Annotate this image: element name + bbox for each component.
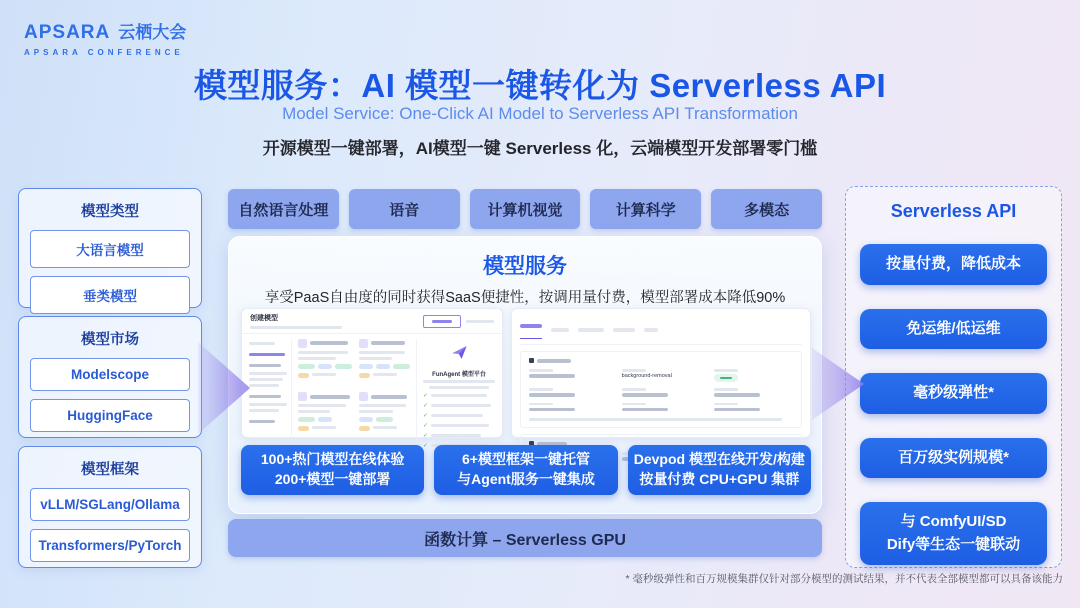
apsara-logo (24, 18, 186, 57)
console-screenshot-model-detail (511, 308, 811, 438)
framework-vllm-sglang-ollama: vLLM/SGLang/Ollama (30, 488, 190, 521)
skeleton-bar (298, 410, 330, 413)
info-field-model-name (622, 369, 701, 382)
basic-info-section (520, 351, 802, 428)
detail-tab-active (520, 317, 542, 339)
skeleton-bar (431, 414, 483, 417)
page-tagline: 开源模型一键部署，AI模型一键 Serverless 化，云端模型开发部署零门槛 (262, 139, 818, 158)
model-icon (359, 392, 368, 401)
detail-tab (613, 321, 635, 339)
console-header-title-group (250, 315, 342, 329)
model-card (359, 339, 410, 386)
panel-title: 模型框架 (81, 462, 139, 478)
skeleton-bar (613, 328, 635, 332)
skeleton-bar (578, 328, 604, 332)
feature-line: Devpod 模型在线开发/构建 (633, 451, 805, 467)
info-field (622, 388, 701, 397)
page-title: 模型服务：AI 模型一键转化为 Serverless API (193, 67, 887, 104)
skeleton-bar (298, 404, 346, 407)
skeleton-bar (429, 386, 489, 389)
skeleton-bar (644, 328, 658, 332)
console-promo-panel (416, 339, 495, 449)
skeleton-bar (720, 377, 732, 380)
info-field-status (714, 369, 793, 382)
tab-computational-science: 计算科学 (590, 189, 701, 229)
skeleton-bar (537, 359, 571, 363)
console-model-card-grid (298, 339, 410, 439)
skeleton-bar (359, 351, 405, 354)
skeleton-bar (431, 424, 489, 427)
tag-pill (359, 417, 373, 422)
info-field (529, 388, 608, 397)
promo-title: FunAgent 模型平台 (432, 371, 486, 378)
skeleton-bar (249, 395, 281, 398)
feature-line: 6+模型框架一键托管 (462, 451, 590, 467)
console-header-actions (423, 315, 494, 328)
skeleton-bar (249, 384, 279, 387)
skeleton-bar (249, 364, 281, 367)
function-compute-bar: 函数计算 – Serverless GPU (228, 519, 822, 557)
tag-pill (298, 364, 315, 369)
benefit-line: Dify等生态一键联动 (886, 535, 1021, 553)
skeleton-bar (431, 434, 481, 437)
benefit-ecosystem-integration (860, 502, 1047, 565)
rocket-icon (451, 344, 468, 361)
info-field (529, 403, 608, 412)
tag-pill (298, 417, 315, 422)
skeleton-bar (466, 320, 494, 323)
skeleton-bar (373, 426, 397, 429)
skeleton-bar (249, 378, 283, 381)
logo-brand-cn: 云栖大会 (118, 23, 187, 42)
logo-conference-label: APSARA CONFERENCE (24, 48, 184, 57)
model-icon (298, 339, 307, 348)
skeleton-bar (373, 373, 397, 376)
skeleton-bar (359, 404, 406, 407)
skeleton-bar (529, 418, 782, 421)
panel-title: 模型市场 (81, 332, 139, 348)
benefit-million-instances (860, 438, 1047, 479)
check-icon: ✓ (423, 422, 429, 429)
console-sidebar (249, 339, 292, 439)
feature-line: 按量付费 CPU+GPU 集群 (639, 470, 800, 487)
framework-transformers-pytorch: Transformers/PyTorch (30, 529, 190, 562)
tab-nlp: 自然语言处理 (228, 189, 339, 229)
serverless-api-title: Serverless API (890, 201, 1017, 221)
serverless-api-panel (845, 186, 1062, 568)
model-service-description: 享受PaaS自由度的同时获得SaaS便捷性，按调用量付费，模型部署成本降低90% (264, 290, 786, 306)
category-tabs (228, 189, 822, 229)
rating-pill (359, 373, 370, 378)
skeleton-bar (249, 403, 287, 406)
model-card (298, 339, 352, 386)
section-title (529, 358, 793, 363)
tag-pill (318, 364, 332, 369)
skeleton-bar (371, 341, 405, 345)
console-body (242, 334, 502, 449)
skeleton-bar (310, 341, 348, 345)
check-icon: ✓ (423, 402, 429, 409)
tab-speech: 语音 (349, 189, 460, 229)
skeleton-bar (249, 353, 285, 356)
benefit-line: 免运维/低运维 (906, 319, 1001, 337)
skeleton-bar (249, 342, 275, 345)
benefit-line: 与 ComfyUI/SD (900, 513, 1007, 530)
model-card (298, 392, 352, 439)
market-huggingface: HuggingFace (30, 399, 190, 432)
rating-pill (298, 373, 309, 378)
detail-tabs (520, 315, 802, 345)
skeleton-bar (249, 409, 279, 412)
skeleton-bar (371, 395, 407, 399)
panel-model-types (18, 188, 202, 308)
model-service-title: 模型服务 (483, 255, 567, 278)
info-field (529, 369, 608, 382)
console-button (423, 315, 461, 328)
feature-cards (241, 442, 811, 495)
panel-model-markets (18, 316, 202, 438)
model-icon (298, 392, 307, 401)
check-icon: ✓ (423, 412, 429, 419)
footnote: * 毫秒级弹性和百万规模集群仅针对部分模型的测试结果，并不代表全部模型都可以具备该能力 (625, 573, 1063, 585)
skeleton-bar (432, 320, 452, 323)
tag-pill (318, 417, 332, 422)
benefit-line: 毫秒级弹性* (913, 384, 994, 401)
feature-card-model-experience (241, 445, 424, 495)
skeleton-bar (310, 395, 350, 399)
console-screenshots (241, 308, 811, 449)
feature-line: 与Agent服务一键集成 (457, 470, 595, 487)
skeleton-bar (298, 357, 336, 360)
check-icon: ✓ (423, 392, 429, 399)
skeleton-bar (431, 394, 487, 397)
tag-pill (335, 364, 352, 369)
model-name-value: background-removal (621, 373, 672, 379)
skeleton-bar (551, 328, 569, 332)
tab-computer-vision: 计算机视觉 (470, 189, 581, 229)
feature-line: 200+模型一键部署 (274, 470, 391, 487)
tab-multimodal: 多模态 (711, 189, 822, 229)
benefit-millisecond-elasticity (860, 373, 1047, 414)
model-service-panel (228, 236, 822, 514)
model-card (359, 392, 410, 439)
tag-pill (359, 364, 373, 369)
skeleton-bar (359, 410, 393, 413)
benefit-line: 按量付费，降低成本 (885, 255, 1021, 272)
skeleton-bar (298, 351, 348, 354)
detail-tab (551, 321, 569, 339)
feature-card-framework-hosting (434, 445, 617, 495)
console-screenshot-create-model (241, 308, 503, 449)
skeleton-bar (423, 380, 495, 383)
skeleton-bar (520, 324, 542, 328)
section-icon (529, 358, 534, 363)
info-grid (529, 369, 793, 411)
skeleton-bar (249, 372, 287, 375)
console-title: 创建模型 (250, 315, 278, 322)
rating-pill (359, 426, 370, 431)
info-field (714, 388, 793, 397)
logo-brand-en: APSARA (24, 22, 111, 43)
info-field (622, 403, 701, 412)
tag-pill (376, 417, 393, 422)
skeleton-bar (312, 373, 336, 376)
skeleton-bar (249, 420, 275, 423)
benefit-line: 百万级实例规模* (898, 448, 1009, 466)
benefit-ops-free (860, 309, 1047, 350)
model-icon (359, 339, 368, 348)
console-header (242, 309, 502, 334)
panel-title: 模型类型 (81, 204, 139, 220)
tag-pill (376, 364, 390, 369)
status-badge (714, 374, 738, 382)
feature-card-devpod (628, 445, 811, 495)
check-icon: ✓ (423, 432, 429, 439)
rating-pill (298, 426, 309, 431)
detail-tab (578, 321, 604, 339)
benefit-pay-per-use (860, 244, 1047, 285)
check-icon: ✓ (423, 442, 429, 449)
page-subtitle-en: Model Service: One-Click AI Model to Serverless API Transformation (282, 104, 798, 123)
model-type-llm: 大语言模型 (30, 230, 190, 268)
skeleton-bar (431, 404, 491, 407)
model-type-vertical: 垂类模型 (30, 276, 190, 314)
skeleton-bar (359, 357, 392, 360)
skeleton-bar (250, 326, 342, 329)
panel-model-frameworks (18, 446, 202, 568)
market-modelscope: Modelscope (30, 358, 190, 391)
detail-tab (644, 321, 658, 339)
tag-pill (393, 364, 410, 369)
skeleton-bar (312, 426, 336, 429)
info-field (714, 403, 793, 412)
feature-line: 100+热门模型在线体验 (260, 451, 405, 467)
